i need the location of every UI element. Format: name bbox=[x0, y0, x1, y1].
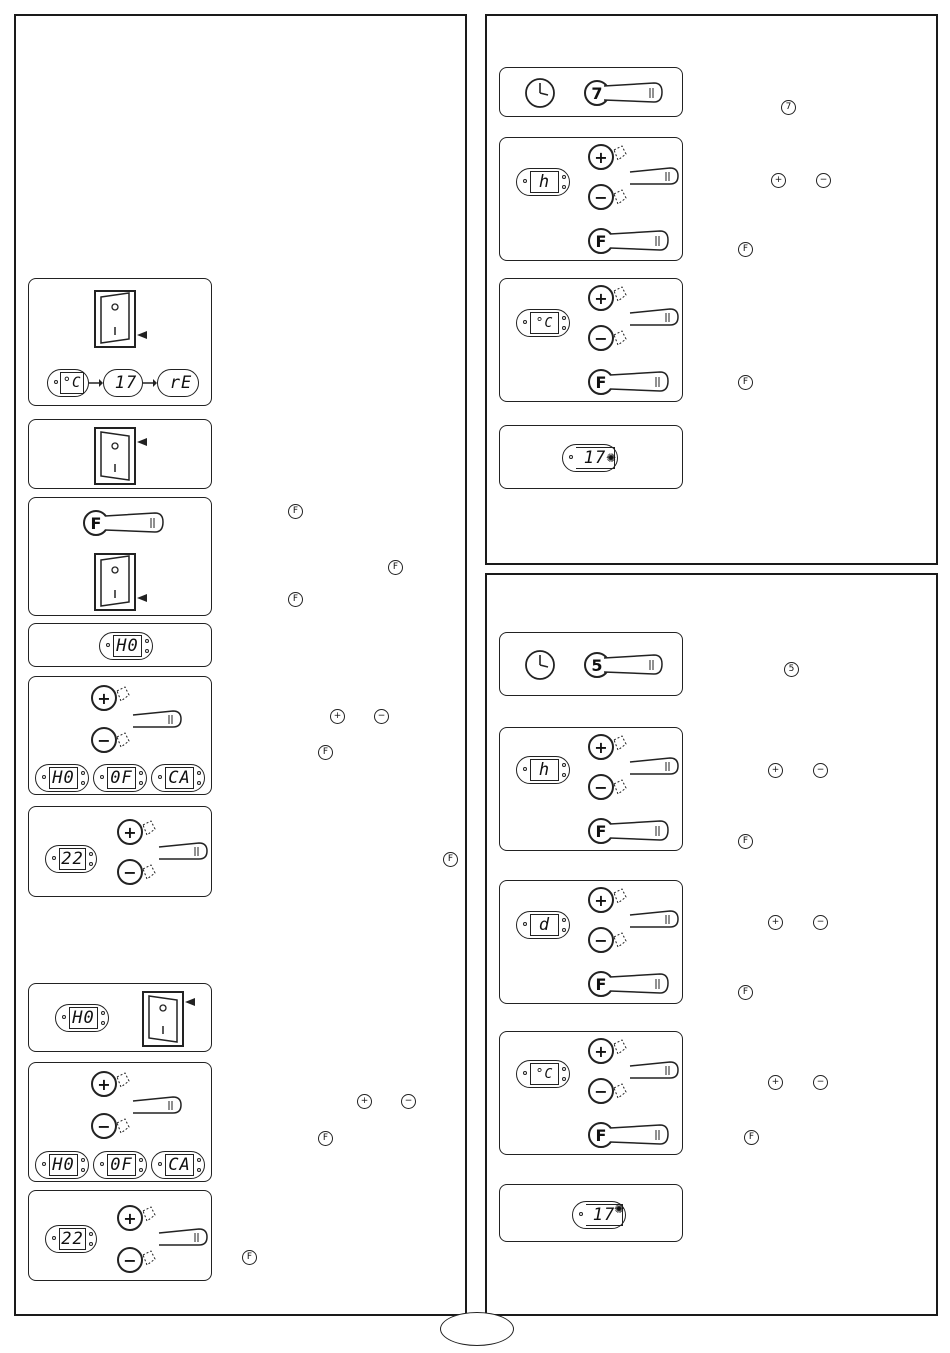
finger-icon bbox=[141, 1205, 211, 1275]
clock-icon bbox=[524, 649, 556, 681]
step-set-temperature-2 bbox=[28, 1190, 212, 1281]
circled-f-label: F bbox=[738, 375, 753, 390]
step-set-day bbox=[499, 880, 683, 1004]
minus-button[interactable]: − bbox=[588, 184, 614, 210]
circled-minus-label: − bbox=[813, 763, 828, 778]
circled-f-label: F bbox=[318, 745, 333, 760]
rocker-switch-icon bbox=[141, 990, 203, 1048]
minus-button[interactable]: − bbox=[588, 927, 614, 953]
finger-icon bbox=[604, 652, 664, 678]
display-temp-symbol: °C bbox=[47, 369, 89, 397]
circled-plus-label: + bbox=[357, 1094, 372, 1109]
plus-button[interactable]: + bbox=[588, 734, 614, 760]
finger-icon bbox=[612, 144, 682, 214]
circled-minus-label: − bbox=[813, 915, 828, 930]
f-button[interactable]: F bbox=[588, 971, 614, 997]
f-button[interactable]: F bbox=[588, 818, 614, 844]
plus-button[interactable]: + bbox=[588, 1038, 614, 1064]
step-select-mode-2 bbox=[28, 1062, 212, 1182]
circled-f-label: F bbox=[318, 1131, 333, 1146]
rocker-switch-icon bbox=[93, 426, 155, 486]
circled-f-label: F bbox=[288, 504, 303, 519]
plus-button[interactable]: + bbox=[588, 285, 614, 311]
circled-plus-label: + bbox=[330, 709, 345, 724]
display-17: 17 bbox=[562, 444, 618, 472]
rocker-switch-icon bbox=[93, 552, 155, 612]
step-switch-on-sequence bbox=[28, 278, 212, 406]
f-button[interactable]: F bbox=[588, 228, 614, 254]
circled-f-label: F bbox=[242, 1250, 257, 1265]
step-set-temp-symbol-2 bbox=[499, 1031, 683, 1155]
step-select-mode bbox=[28, 676, 212, 795]
finger-icon bbox=[115, 685, 185, 755]
step-display-17-2 bbox=[499, 1184, 683, 1242]
display-ca: CA bbox=[151, 1151, 205, 1179]
f-button[interactable]: F bbox=[588, 369, 614, 395]
display-h0: H0 bbox=[35, 764, 89, 792]
circled-f-label: F bbox=[738, 242, 753, 257]
circled-f-label: F bbox=[288, 592, 303, 607]
minus-button[interactable]: − bbox=[588, 325, 614, 351]
finger-icon bbox=[610, 369, 670, 395]
circled-f-label: F bbox=[443, 852, 458, 867]
minus-button[interactable]: − bbox=[588, 1078, 614, 1104]
finger-icon bbox=[115, 1071, 185, 1141]
display-re: rE bbox=[157, 369, 199, 397]
step-hold-f-switch-on bbox=[28, 497, 212, 616]
finger-icon bbox=[105, 510, 165, 536]
display-17: 17 bbox=[572, 1201, 626, 1229]
step-set-hour-2 bbox=[499, 727, 683, 851]
circled-f-label: F bbox=[744, 1130, 759, 1145]
display-temp-symbol: °C bbox=[516, 1060, 570, 1088]
display-hour: h bbox=[516, 168, 570, 196]
circled-minus-label: − bbox=[816, 173, 831, 188]
display-ca: CA bbox=[151, 764, 205, 792]
minus-button[interactable]: − bbox=[117, 859, 143, 885]
display-22: 22 bbox=[45, 1225, 97, 1253]
plus-button[interactable]: + bbox=[91, 685, 117, 711]
circled-plus-label: + bbox=[768, 763, 783, 778]
page-number-oval bbox=[440, 1312, 514, 1346]
sun-icon: ✺ bbox=[606, 451, 617, 465]
finger-icon bbox=[612, 285, 682, 355]
finger-icon bbox=[141, 819, 211, 889]
display-temp-symbol: °C bbox=[516, 309, 570, 337]
finger-icon bbox=[604, 80, 664, 106]
step-set-temperature bbox=[28, 806, 212, 897]
display-h0: H0 bbox=[99, 632, 153, 660]
minus-button[interactable]: − bbox=[117, 1247, 143, 1273]
plus-button[interactable]: + bbox=[91, 1071, 117, 1097]
circled-plus-label: + bbox=[768, 1075, 783, 1090]
minus-button[interactable]: − bbox=[588, 774, 614, 800]
display-h0: H0 bbox=[55, 1004, 109, 1032]
step-clock-7 bbox=[499, 67, 683, 117]
minus-button[interactable]: − bbox=[91, 1113, 117, 1139]
rocker-switch-icon bbox=[93, 289, 153, 349]
button-5[interactable]: 5 bbox=[584, 652, 610, 678]
step-set-temp-symbol bbox=[499, 278, 683, 402]
display-22: 22 bbox=[45, 845, 97, 873]
finger-icon bbox=[610, 971, 670, 997]
finger-icon bbox=[612, 734, 682, 804]
circled-minus-label: − bbox=[374, 709, 389, 724]
circled-plus-label: + bbox=[771, 173, 786, 188]
circled-f-label: F bbox=[738, 834, 753, 849]
display-17: 17 bbox=[103, 369, 143, 397]
step-switch-off bbox=[28, 419, 212, 489]
step-set-hour bbox=[499, 137, 683, 261]
display-day: d bbox=[516, 911, 570, 939]
display-h0: H0 bbox=[35, 1151, 89, 1179]
step-clock-5 bbox=[499, 632, 683, 696]
display-0f: 0F bbox=[93, 1151, 147, 1179]
sun-icon: ✺ bbox=[614, 1202, 625, 1216]
circled-minus-label: − bbox=[401, 1094, 416, 1109]
step-display-h0 bbox=[28, 623, 212, 667]
plus-button[interactable]: + bbox=[117, 1205, 143, 1231]
f-button[interactable]: F bbox=[588, 1122, 614, 1148]
circled-minus-label: − bbox=[813, 1075, 828, 1090]
finger-icon bbox=[610, 1122, 670, 1148]
display-0f: 0F bbox=[93, 764, 147, 792]
finger-icon bbox=[610, 818, 670, 844]
display-hour: h bbox=[516, 756, 570, 784]
arrow-icon bbox=[143, 379, 157, 387]
circled-plus-label: + bbox=[768, 915, 783, 930]
plus-button[interactable]: + bbox=[588, 887, 614, 913]
finger-icon bbox=[612, 887, 682, 957]
circled-f-label: F bbox=[388, 560, 403, 575]
minus-button[interactable]: − bbox=[91, 727, 117, 753]
step-display-17 bbox=[499, 425, 683, 489]
plus-button[interactable]: + bbox=[117, 819, 143, 845]
finger-icon bbox=[610, 228, 670, 254]
f-button[interactable]: F bbox=[83, 510, 109, 536]
step-h0-switch bbox=[28, 983, 212, 1052]
button-7[interactable]: 7 bbox=[584, 80, 610, 106]
circled-5-label: 5 bbox=[784, 662, 799, 677]
finger-icon bbox=[612, 1038, 682, 1108]
circled-f-label: F bbox=[738, 985, 753, 1000]
clock-icon bbox=[524, 77, 556, 109]
plus-button[interactable]: + bbox=[588, 144, 614, 170]
circled-7-label: 7 bbox=[781, 100, 796, 115]
arrow-icon bbox=[89, 379, 103, 387]
